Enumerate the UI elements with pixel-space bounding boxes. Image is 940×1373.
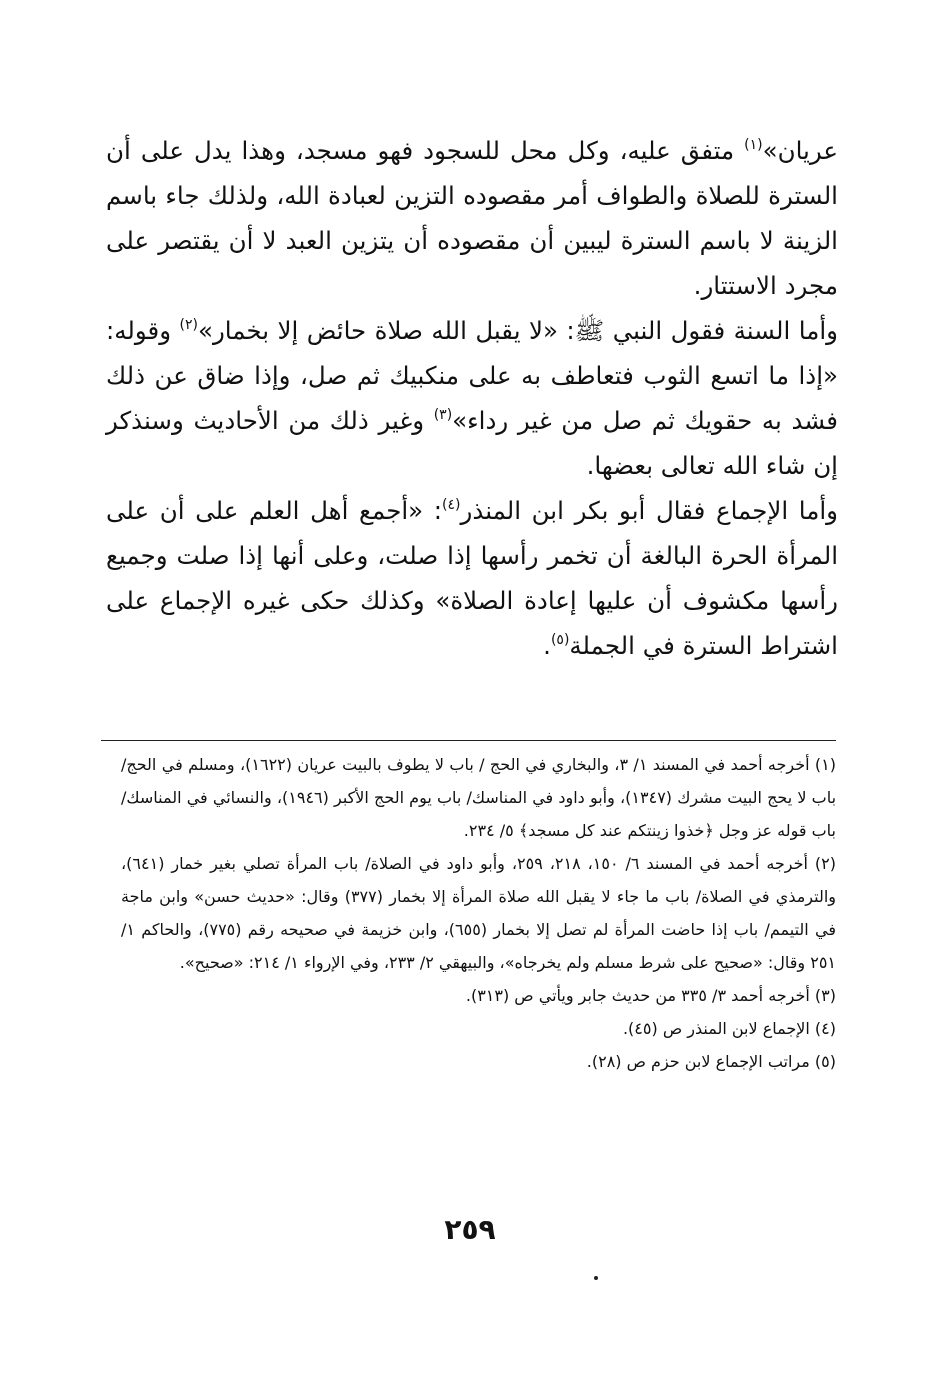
paragraph-2-text-a: وأما السنة فقول النبي ﷺ: «لا يقبل الله صلاة حائض إلا بخمار» bbox=[197, 316, 838, 345]
paragraph-2 bbox=[106, 308, 838, 488]
main-text bbox=[106, 128, 838, 668]
page-number: ٢٥٩ bbox=[444, 1213, 496, 1246]
paragraph-3-text-b: : «أجمع أهل العلم على أن على المرأة الحرة البالغة أن تخمر رأسها إذا صلت، وعلى أنها إذا صلت وجميع رأسها مكشوف أن عليها إعادة الصلاة» وكذلك حكى غيره الإجماع على اشتراط الستر‌ة في الجملة bbox=[106, 496, 838, 660]
footnote-ref-1: (١) bbox=[744, 137, 763, 153]
footnote-4: (٤) الإجماع لابن المنذر ص (٤٥). bbox=[622, 1019, 836, 1038]
footnote-3: (٣) أخرجه أحمد ٣/ ٣٣٥ من حديث جابر ويأتي ص (٣١٣). bbox=[465, 986, 836, 1005]
footnote-ref-3: (٣) bbox=[433, 407, 453, 423]
paragraph-3-text-a: وأما الإجماع فقال أبو بكر ابن المنذر bbox=[460, 496, 838, 525]
footnote-ref-5: (٥) bbox=[550, 632, 570, 648]
footnote-divider bbox=[101, 740, 836, 741]
footnote-5: (٥) مراتب الإجماع لابن حزم ص (٢٨). bbox=[586, 1052, 836, 1071]
print-dot bbox=[594, 1276, 598, 1280]
paragraph-3-text-c: . bbox=[543, 631, 551, 660]
paragraph-3 bbox=[106, 488, 838, 668]
paragraph-1 bbox=[106, 128, 838, 308]
paragraph-1-text-b: متفق عليه، وكل محل للسجود فهو مسجد، وهذا يدل على أن الستر‌ة للصلاة والطواف أمر مقصوده التزين لعبادة الله، ولذلك جاء باسم الزينة لا باسم الستر‌ة ليبين أن مقصوده أن يتزين العبد لا أن يقتصر على مجرد الاستتار. bbox=[106, 136, 838, 300]
paragraph-1-text-a: عريان» bbox=[762, 136, 838, 165]
paragraph-2-text-b: وقوله: «إذا ما اتسع الثوب فتعاطف به على منكبيك ثم صل، وإذا ضاق عن ذلك فشد به حقويك ثم صل من غير رداء» bbox=[106, 316, 838, 435]
footnote-ref-4: (٤) bbox=[442, 497, 461, 513]
footnote-ref-2: (٢) bbox=[179, 317, 198, 333]
footnote-2: (٢) أخرجه أحمد في المسند ٦/ ١٥٠، ٢١٨، ٢٥٩، وأبو داود في الصلاة/ باب المرأة تصلي بغير خمار (٦٤١)، والترمذي في الصلاة/ باب ما جاء لا يقبل الله صلاة المرأة إلا بخمار (٣٧٧) وقال: «حديث حسن» وابن ماجة في التيمم/ باب إذا حاضت المرأة لم تصل إلا بخمار (٦٥٥)، وابن خزيمة في صحيحه رقم (٧٧٥)، والحاكم ١/ ٢٥١ وقال: «صحيح على شرط مسلم ولم يخرجاه»، والبيهقي ٢/ ٢٣٣، وفي الإرواء ١/ ٢١٤: «صحيح». bbox=[121, 854, 837, 972]
footnote-1: (١) أخرجه أحمد في المسند ١/ ٣، والبخاري في الحج / باب لا يطوف بالبيت عريان (١٦٢٢)، ومسلم في الحج/ باب لا يحج البيت مشرك (١٣٤٧)، وأبو داود في المناسك/ باب يوم الحج الأكبر (١٩٤٦)، والنسائي في المناسك/ باب قوله عز وجل ﴿خذوا زينتكم عند كل مسجد﴾ ٥/ ٢٣٤. bbox=[121, 755, 837, 840]
paragraph-2-text-c: وغير ذلك من الأحاديث وسنذكر إن شاء الله تعالى بعضها. bbox=[106, 406, 838, 480]
footnotes bbox=[121, 748, 836, 1078]
